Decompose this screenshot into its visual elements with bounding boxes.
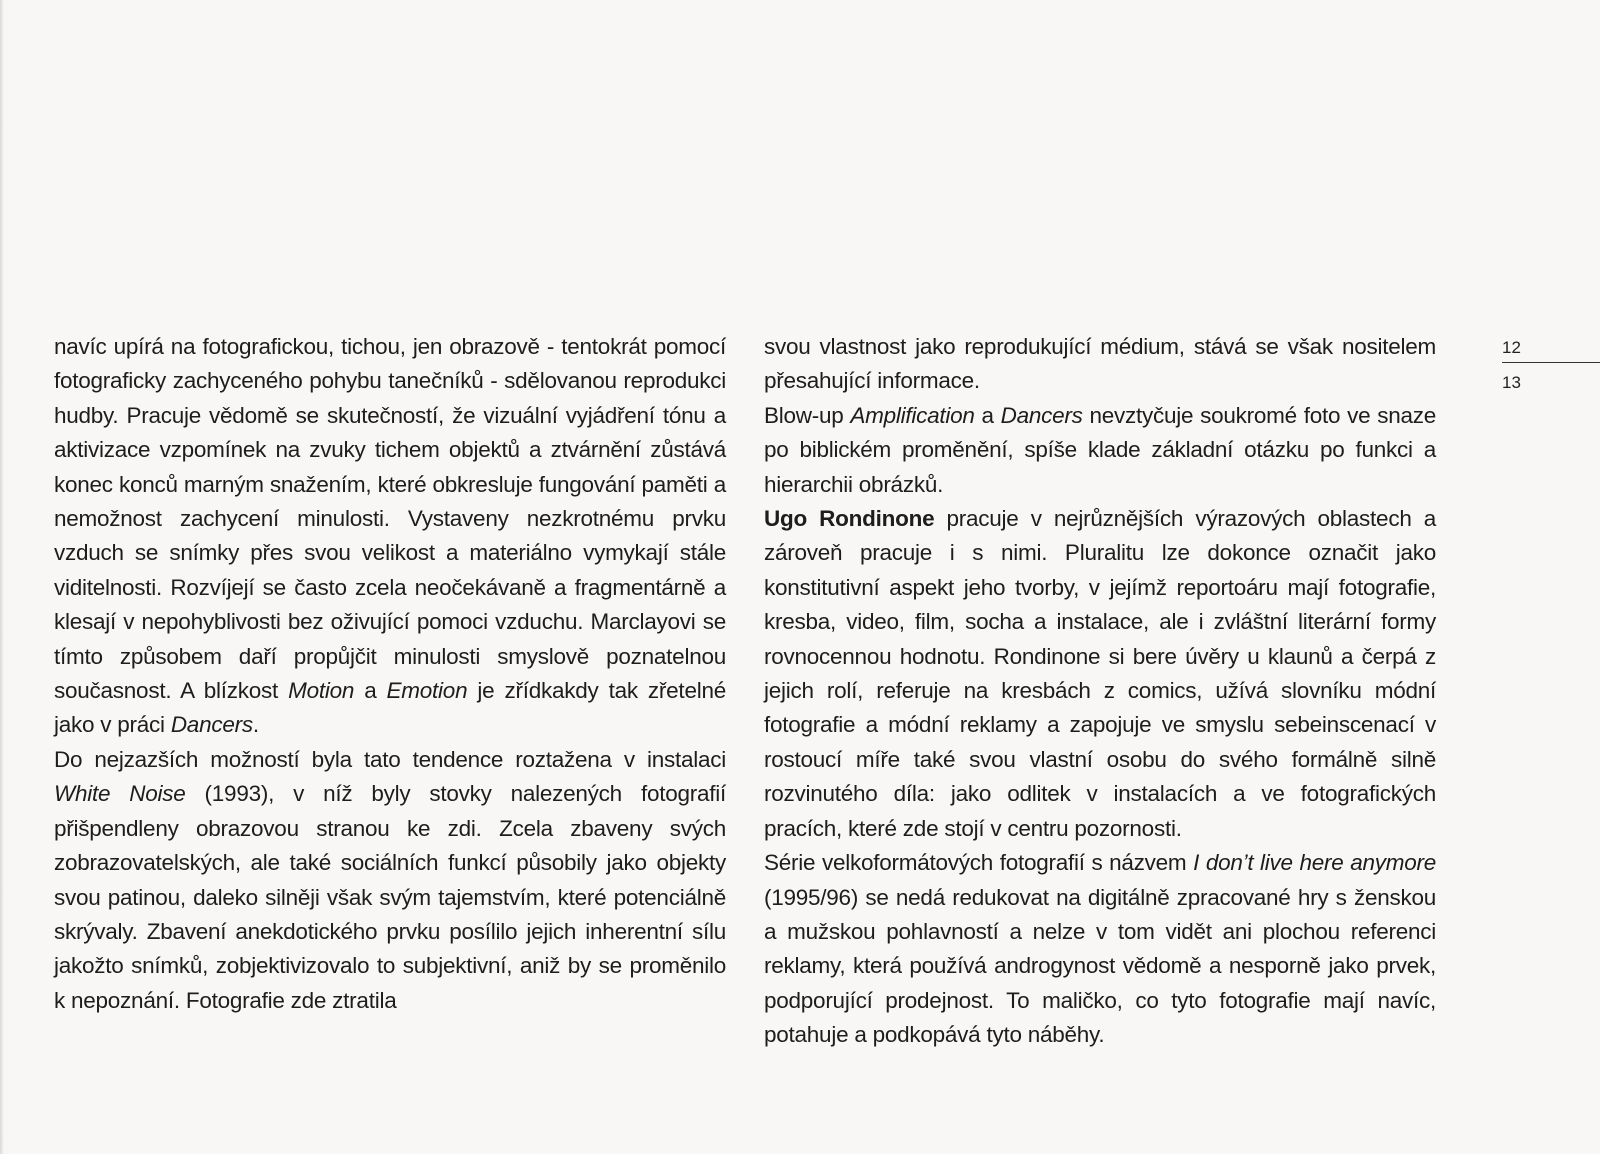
- paragraph: [764, 399, 1436, 502]
- text-run: Blow-up: [764, 402, 851, 428]
- paragraph: [54, 330, 726, 743]
- artist-name: Ugo Rondinone: [764, 506, 935, 532]
- right-text-column: [764, 330, 1436, 1053]
- page-number-left: 12: [1502, 338, 1521, 357]
- paragraph: [764, 846, 1436, 1052]
- text-run: a: [974, 402, 1001, 428]
- italic-title: I don’t live here anymore: [1193, 850, 1436, 876]
- page-number-right: 13: [1502, 373, 1521, 392]
- italic-title: Dancers: [170, 712, 253, 738]
- italic-title: Dancers: [1000, 402, 1083, 428]
- text-run: a: [354, 678, 387, 704]
- text-run: .: [252, 712, 259, 738]
- page-edge: [0, 0, 4, 1154]
- italic-title: Amplification: [850, 402, 975, 428]
- paragraph: [764, 330, 1436, 399]
- text-run: svou vlastnost jako reprodukující médium, stává se však nositelem přesahující informace.: [764, 334, 1436, 394]
- paragraph: [764, 502, 1436, 846]
- page-number-divider: [1502, 362, 1600, 363]
- italic-title: White Noise: [54, 781, 186, 807]
- text-run: je zřídkakdy tak zřetelné jako v práci: [54, 678, 726, 738]
- text-run: Série velkoformátových fotografií s názvem: [764, 850, 1194, 876]
- text-run: (1995/96) se nedá redukovat na digitálně zpracované hry s ženskou a mužskou pohlavností a nelze v tom vidět ani plochou referenci reklamy, která používá androgynost vědomě a nesporně jako prvek, podporující prodejnost. To maličko, co tyto fotografie mají navíc, potahuje a podkopává tyto náběhy.: [764, 884, 1436, 1048]
- left-text-column: [54, 330, 726, 1018]
- italic-title: Motion: [288, 678, 355, 704]
- text-run: nevztyčuje soukromé foto ve snaze po biblickém proměnění, spíše klade základní otázku po funkci a hierarchii obrázků.: [764, 402, 1436, 497]
- text-run: Do nejzazších možností byla tato tendence roztažena v instalaci: [54, 746, 726, 772]
- text-run: pracuje v nejrůznějších výrazových oblastech a zároveň pracuje i s nimi. Pluralitu lze dokonce označit jako konstitutivní aspekt jeho tvorby, v jejímž reportoáru mají fotografie, kresba, video, film, socha a instalace, ale i zvláštní literární formy rovnocennou hodnotu. Rondinone si bere úvěry u klaunů a čerpá z jejich rolí, referuje na kresbách z comics, užívá slovníku módní fotografie a módní reklamy a zapojuje ve smyslu sebeinscenací v rostoucí míře také svou vlastní osobu do svého formálně silně rozvinutého díla: jako odlitek v instalacích a ve fotografických pracích, které zde stojí v centru pozornosti.: [764, 506, 1436, 841]
- paragraph: [54, 743, 726, 1018]
- italic-title: Emotion: [386, 678, 468, 704]
- text-run: navíc upírá na fotografickou, tichou, jen obrazově - tentokrát pomocí fotograficky zachyceného pohybu tanečníků - sdělovanou reprodukci hudby. Pracuje vědomě se skutečností, že vizuální vyjádření tónu a aktivizace vzpomínek na zvuky tichem objektů a ztvárnění zůstává konec konců marným snažením, které obkresluje fungování paměti a nemožnost zachycení minulosti. Vystaveny nezkrotnému prvku vzduch se snímky přes svou velikost a materiálno vymykají stále viditelnosti. Rozvíjejí se často zcela neočekávaně a fragmentárně a klesají v nepohyblivosti bez oživující pomoci vzduchu. Marclayovi se tímto způsobem daří propůjčit minulosti smyslově poznatelnou současnost. A blízkost: [54, 334, 726, 704]
- text-run: (1993), v níž byly stovky nalezených fotografií přišpendleny obrazovou stranou ke zdi. Zcela zbaveny svých zobrazovatelských, ale také sociálních funkcí působily jako objekty svou patinou, daleko silněji však svým tajemstvím, které potenciálně skrývaly. Zbavení anekdotického prvku posílilo jejich inherentní sílu jakožto snímků, zobjektivizovalo to subjektivní, aniž by se proměnilo k nepoznání. Fotografie zde ztratila: [54, 781, 726, 1013]
- page-number-marker: [1502, 337, 1600, 394]
